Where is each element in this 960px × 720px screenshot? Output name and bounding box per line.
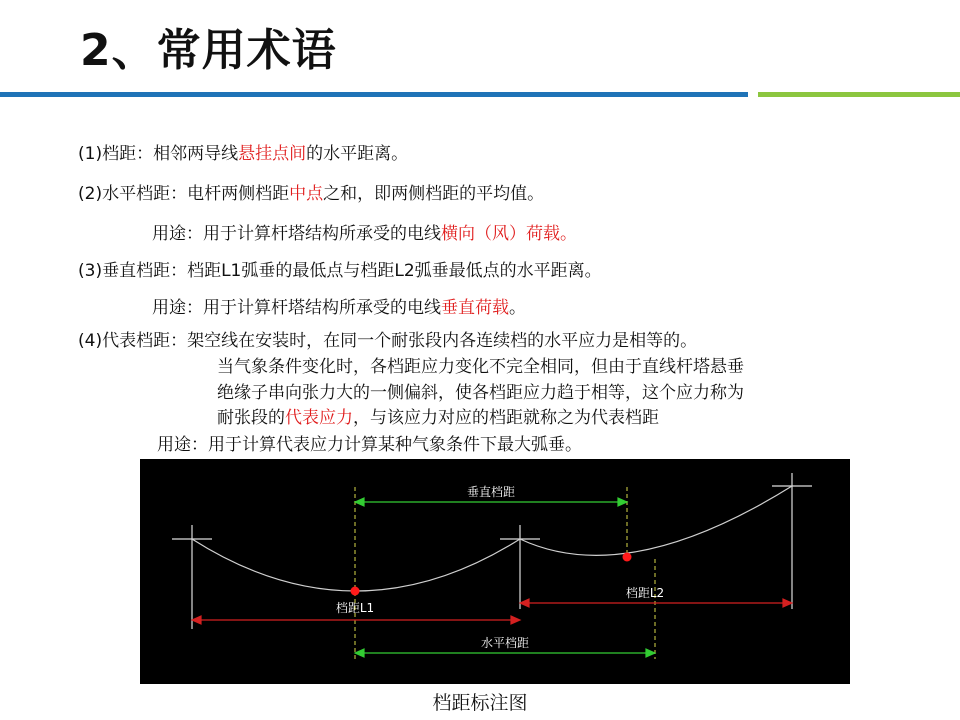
title-underline-blue — [0, 92, 748, 97]
definition-4-tail: ，与该应力对应的档距就称之为代表档距 — [353, 408, 659, 428]
usage-3 — [152, 297, 526, 319]
definition-2-text: (2)水平档距：电杆两侧档距 — [78, 184, 290, 204]
usage-4 — [157, 434, 582, 456]
usage-3-tail: 。 — [509, 298, 526, 318]
usage-2-text: 用途：用于计算杆塔结构所承受的电线 — [152, 224, 441, 244]
definition-4-line-3 — [217, 382, 744, 404]
definition-4-line-4-text: 耐张段的 — [217, 408, 285, 428]
definition-3 — [78, 260, 602, 282]
title-underline-green — [758, 92, 960, 97]
label-span-l2: 档距L2 — [625, 586, 665, 600]
definition-4 — [78, 330, 697, 352]
label-span-l1: 档距L1 — [335, 601, 375, 615]
usage-3-highlight: 垂直荷载 — [441, 298, 509, 318]
definition-4-line-3-text: 绝缘子串向张力大的一侧偏斜，使各档距应力趋于相等，这个应力称为 — [217, 383, 744, 403]
definition-1-text: (1)档距：相邻两导线 — [78, 144, 239, 164]
diagram-caption: 档距标注图 — [432, 692, 528, 714]
definition-1 — [78, 143, 408, 165]
definition-2-highlight: 中点 — [289, 184, 324, 204]
usage-2 — [152, 223, 577, 245]
lowest-point-l2 — [623, 553, 632, 562]
definition-4-highlight: 代表应力 — [285, 408, 353, 428]
span-diagram — [140, 459, 850, 684]
label-vertical-span: 垂直档距 — [466, 485, 516, 499]
definition-2-tail: 之和，即两侧档距的平均值。 — [323, 184, 545, 204]
definition-1-highlight: 悬挂点间 — [238, 144, 307, 164]
usage-4-text: 用途：用于计算代表应力计算某种气象条件下最大弧垂。 — [157, 435, 582, 455]
usage-3-text: 用途：用于计算杆塔结构所承受的电线 — [152, 298, 441, 318]
definition-1-tail: 的水平距离。 — [306, 144, 409, 164]
definition-3-text: (3)垂直档距：档距L1弧垂的最低点与档距L2弧垂最低点的水平距离。 — [78, 261, 602, 281]
definition-4-line-2 — [217, 356, 744, 378]
page-title: 2、常用术语 — [80, 25, 337, 76]
usage-2-highlight: 横向（风）荷载。 — [441, 224, 577, 244]
definition-4-text: (4)代表档距：架空线在安装时，在同一个耐张段内各连续档的水平应力是相等的。 — [78, 331, 698, 351]
definition-4-line-2-text: 当气象条件变化时，各档距应力变化不完全相同，但由于直线杆塔悬垂 — [217, 357, 744, 377]
lowest-point-l1 — [351, 587, 360, 596]
definition-2 — [78, 183, 544, 205]
label-horizontal-span: 水平档距 — [480, 636, 530, 650]
definition-4-line-4 — [217, 407, 659, 429]
